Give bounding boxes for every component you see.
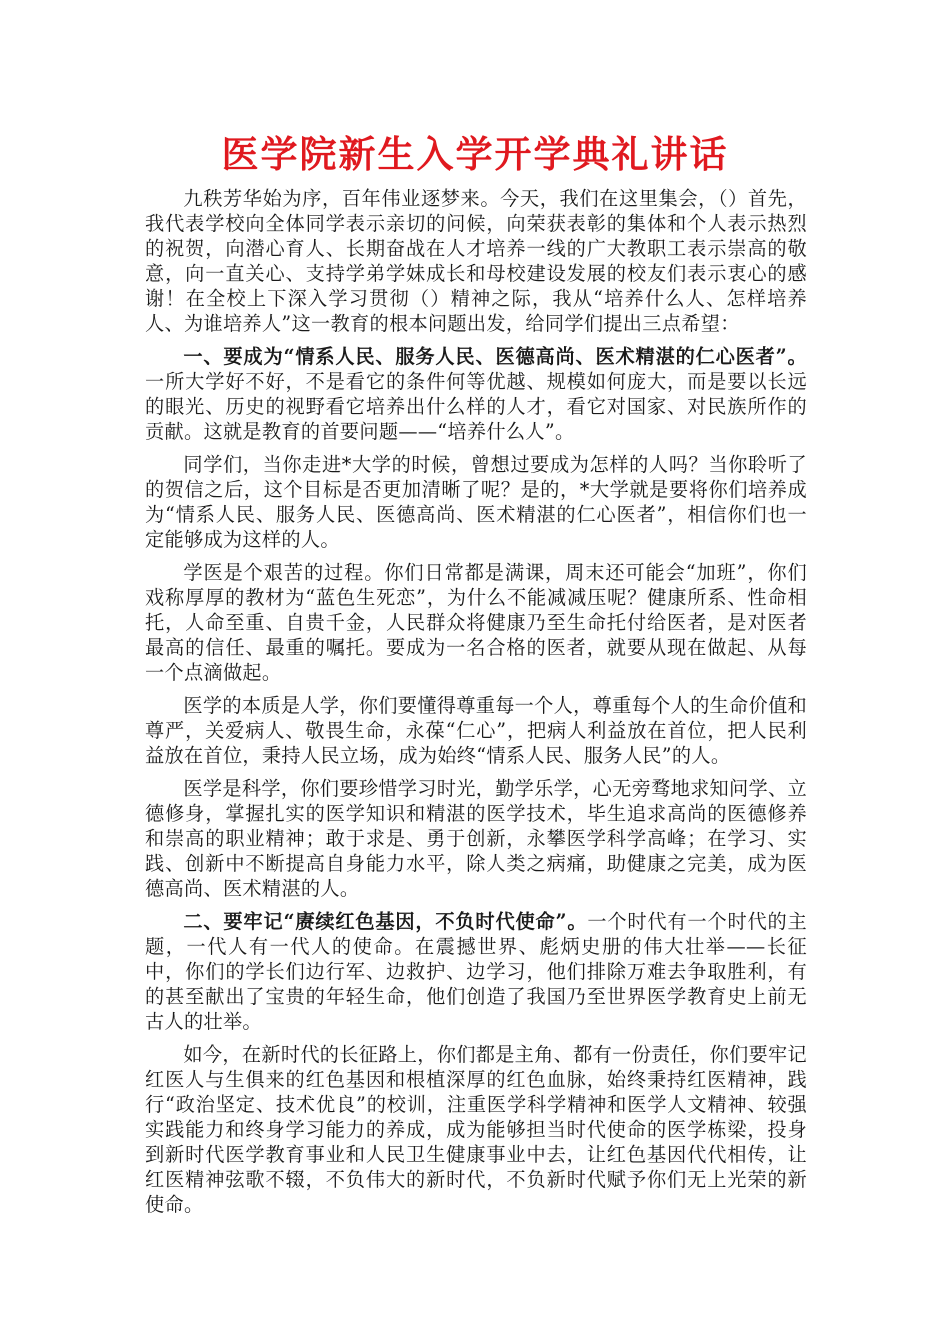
paragraph <box>145 1042 807 1217</box>
paragraph-text: 医学是科学，你们要珍惜学习时光，勤学乐学，心无旁骛地求知问学、立德修身，掌握扎实的医学知识和精湛的医学技术，毕生追求高尚的医德修养和崇高的职业精神；敢于求是、勇于创新，永攀医学科学高峰；在学习、实践、创新中不断提高自身能力水平，除人类之病痛，助健康之完美，成为医德高尚、医术精湛的人。 <box>145 777 807 900</box>
paragraph-text: 学医是个艰苦的过程。你们日常都是满课，周末还可能会“加班”，你们戏称厚厚的教材为“蓝色生死恋”，为什么不能减减压呢？健康所系、性命相托，人命至重、自贵千金，人民群众将健康乃至生命托付给医者，是对医者最高的信任、最重的嘱托。要成为一名合格的医者，就要从现在做起、从每一个点滴做起。 <box>145 561 807 684</box>
document-body <box>145 186 807 1225</box>
paragraph-text: 一个时代有一个时代的主题，一代人有一代人的使命。在震撼世界、彪炳史册的伟大壮举——长征中，你们的学长们边行军、边救护、边学习，他们排除万难去争取胜利，有的甚至献出了宝贵的年轻生命，他们创造了我国乃至世界医学教育史上前无古人的壮举。 <box>145 910 807 1033</box>
paragraph-text: 如今，在新时代的长征路上，你们都是主角、都有一份责任，你们要牢记红医人与生俱来的红色基因和根植深厚的红色血脉，始终秉持红医精神，践行“政治坚定、技术优良”的校训，注重医学科学精神和医学人文精神、较强实践能力和终身学习能力的养成，成为能够担当时代使命的医学栋梁，投身到新时代医学教育事业和人民卫生健康事业中去，让红色基因代代相传，让红医精神弦歌不辍，不负伟大的新时代，不负新时代赋予你们无上光荣的新使命。 <box>145 1043 807 1216</box>
paragraph <box>145 560 807 685</box>
paragraph <box>145 909 807 1034</box>
section-heading: 二、要牢记“赓续红色基因，不负时代使命”。 <box>183 910 588 933</box>
paragraph <box>145 186 807 336</box>
paragraph <box>145 452 807 552</box>
paragraph-text: 九秩芳华始为序，百年伟业逐梦来。今天，我们在这里集会，（）首先，我代表学校向全体同学表示亲切的问候，向荣获表彰的集体和个人表示热烈的祝贺，向潜心育人、长期奋战在人才培养一线的广大教职工表示崇高的敬意，向一直关心、支持学弟学妹成长和母校建设发展的校友们表示衷心的感谢！在全校上下深入学习贯彻（）精神之际，我从“培养什么人、怎样培养人、为谁培养人”这一教育的根本问题出发，给同学们提出三点希望： <box>145 187 807 335</box>
paragraph-text: 同学们，当你走进*大学的时候，曾想过要成为怎样的人吗？当你聆听了的贺信之后，这个目标是否更加清晰了呢？是的，*大学就是要将你们培养成为“情系人民、服务人民、医德高尚、医术精湛的仁心医者”，相信你们也一定能够成为这样的人。 <box>145 453 807 551</box>
paragraph <box>145 693 807 768</box>
paragraph <box>145 776 807 901</box>
paragraph-text: 一所大学好不好，不是看它的条件何等优越、规模如何庞大，而是要以长远的眼光、历史的视野看它培养出什么样的人才，看它对国家、对民族所作的贡献。这就是教育的首要问题——“培养什么人”。 <box>145 370 807 443</box>
document-title: 医学院新生入学开学典礼讲话 <box>221 132 729 176</box>
paragraph <box>145 344 807 444</box>
paragraph-text: 医学的本质是人学，你们要懂得尊重每一个人，尊重每个人的生命价值和尊严，关爱病人、敬畏生命，永葆“仁心”，把病人利益放在首位，把人民利益放在首位，秉持人民立场，成为始终“情系人民、服务人民”的人。 <box>145 694 807 767</box>
section-heading: 一、要成为“情系人民、服务人民、医德高尚、医术精湛的仁心医者”。 <box>183 345 807 368</box>
